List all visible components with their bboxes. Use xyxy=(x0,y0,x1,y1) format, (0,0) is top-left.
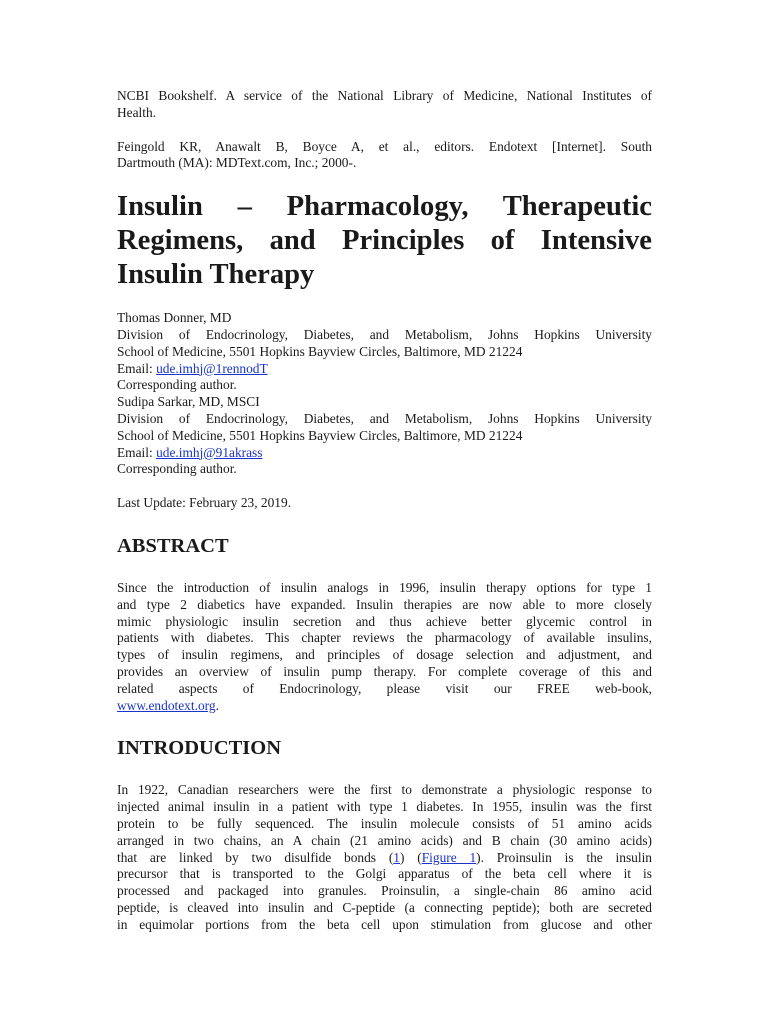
intro-line: injected animal insulin in a patient with type 1 diabetes. In 1955, insulin was the first xyxy=(117,799,652,815)
email-label: Email: xyxy=(117,444,157,460)
bookshelf-notice xyxy=(117,88,652,122)
intro-line: protein to be fully sequenced. The insulin molecule consists of 51 amino acids xyxy=(117,815,652,831)
bookshelf-line: Health. xyxy=(117,104,157,120)
editors-citation xyxy=(117,139,652,173)
email-label: Email: xyxy=(117,360,157,376)
abstract-line: patients with diabetes. This chapter reviews the pharmacology of available insulins, xyxy=(117,630,652,646)
author-name: Thomas Donner, MD xyxy=(117,310,232,326)
abstract-line: provides an overview of insulin pump therapy. For complete coverage of this and xyxy=(117,663,652,679)
reference-link[interactable]: 1 xyxy=(393,849,400,865)
author-affiliation: School of Medicine, 5501 Hopkins Bayview Circles, Baltimore, MD 21224 xyxy=(117,427,523,443)
abstract-line: types of insulin regimens, and principles of dosage selection and adjustment, and xyxy=(117,647,652,663)
editors-line: Feingold KR, Anawalt B, Boyce A, et al., editors. Endotext [Internet]. South xyxy=(117,138,652,154)
endotext-link[interactable]: www.endotext.org xyxy=(117,697,216,713)
bookshelf-line: NCBI Bookshelf. A service of the National Library of Medicine, National Institutes of xyxy=(117,88,652,103)
abstract-line: www.endotext.org. xyxy=(117,697,219,713)
intro-line: arranged in two chains, an A chain (21 amino acids) and B chain (30 amino acids) xyxy=(117,832,652,848)
author-name: Sudipa Sarkar, MD, MSCI xyxy=(117,394,260,410)
abstract-line: mimic physiologic insulin secretion and thus achieve better glycemic control in xyxy=(117,613,652,629)
corresponding-note: Corresponding author. xyxy=(117,461,237,477)
intro-line: In 1922, Canadian researchers were the first to demonstrate a physiologic response to xyxy=(117,782,652,798)
introduction-heading: INTRODUCTION xyxy=(117,737,282,760)
intro-line: in equimolar portions from the beta cell upon stimulation from glucose and other xyxy=(117,916,652,932)
author-affiliation: Division of Endocrinology, Diabetes, and Metabolism, Johns Hopkins University xyxy=(117,410,652,426)
abstract-line: and type 2 diabetics have expanded. Insulin therapies are now able to more closely xyxy=(117,596,652,612)
last-update: Last Update: February 23, 2019. xyxy=(117,495,292,511)
intro-line: processed and packaged into granules. Proinsulin, a single-chain 86 amino acid xyxy=(117,883,652,899)
figure-link[interactable]: Figure 1 xyxy=(421,849,477,865)
author-affiliation: Division of Endocrinology, Diabetes, and Metabolism, Johns Hopkins University xyxy=(117,326,652,342)
abstract-heading: ABSTRACT xyxy=(117,534,229,557)
document-page xyxy=(117,88,652,934)
author-affiliation: School of Medicine, 5501 Hopkins Bayview Circles, Baltimore, MD 21224 xyxy=(117,343,523,359)
title-line: Regimens, and Principles of Intensive xyxy=(117,225,652,257)
intro-line: that are linked by two disulfide bonds (1) (Figure 1). Proinsulin is the insulin xyxy=(117,849,652,865)
author-email-line xyxy=(117,445,652,462)
intro-line: peptide, is cleaved into insulin and C-peptide (a connecting peptide); both are secreted xyxy=(117,899,652,915)
author-email-line xyxy=(117,361,652,378)
title-line: Insulin Therapy xyxy=(117,259,315,291)
editors-line: Dartmouth (MA): MDText.com, Inc.; 2000-. xyxy=(117,155,357,171)
corresponding-note: Corresponding author. xyxy=(117,377,237,393)
document-title xyxy=(117,190,652,292)
abstract-line: related aspects of Endocrinology, please visit our FREE web-book, xyxy=(117,680,652,696)
author-email-link[interactable]: ude.imhj@91akrass xyxy=(156,444,263,460)
abstract-body xyxy=(117,580,652,714)
introduction-body xyxy=(117,782,652,933)
author-email-link[interactable]: ude.imhj@1rennodT xyxy=(156,360,268,376)
author-block xyxy=(117,310,652,478)
abstract-line: Since the introduction of insulin analogs in 1996, insulin therapy options for type 1 xyxy=(117,579,652,595)
title-line: Insulin – Pharmacology, Therapeutic xyxy=(117,191,652,223)
intro-line: precursor that is transported to the Golgi apparatus of the beta cell where it is xyxy=(117,866,652,882)
